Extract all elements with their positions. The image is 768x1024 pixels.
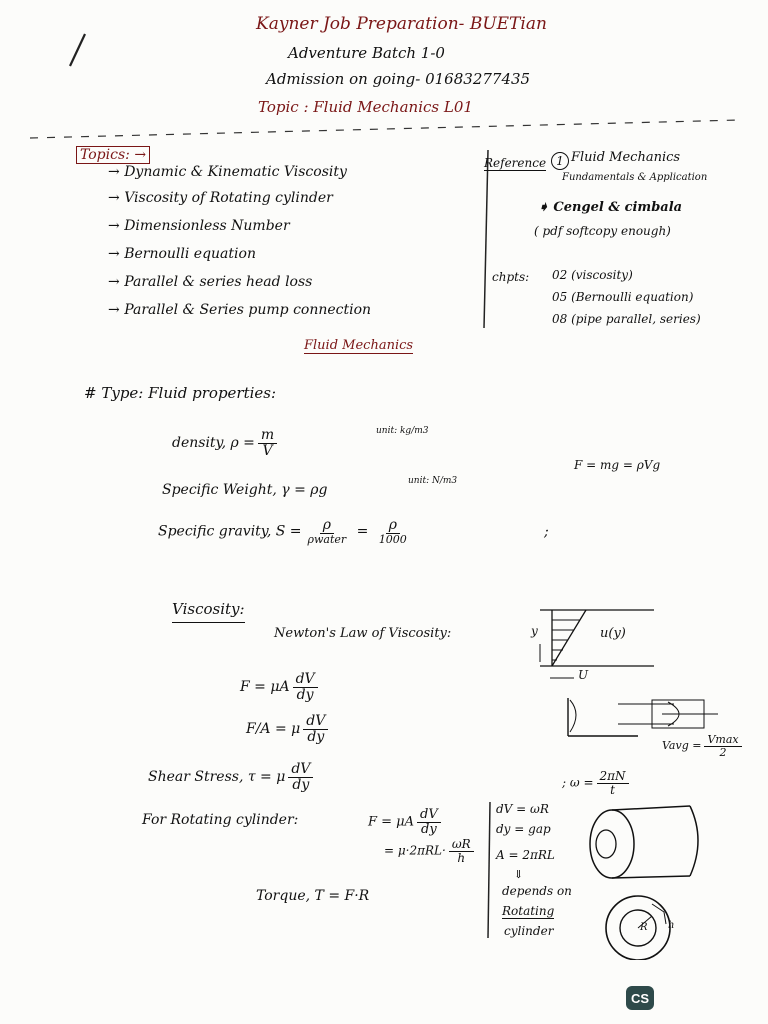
density-fraction xyxy=(258,428,277,458)
fraction-denominator: V xyxy=(262,442,273,459)
header-topic: Topic : Fluid Mechanics L01 xyxy=(258,98,473,116)
eq-fraction xyxy=(449,838,474,864)
dy-definition: dy = gap xyxy=(496,822,551,836)
specific-weight-unit: unit: N/m3 xyxy=(408,476,458,486)
fraction-numerator: Vmax xyxy=(704,734,741,747)
chapters-label: chpts: xyxy=(492,270,530,284)
profile-curve xyxy=(552,610,586,666)
eq-fraction xyxy=(597,770,629,796)
rotating-force-equation xyxy=(368,808,444,836)
profile-y-label: y xyxy=(531,624,538,638)
type-heading: # Type: Fluid properties: xyxy=(84,384,277,402)
eq-left: Vavg = xyxy=(662,739,702,753)
fraction-numerator: dV xyxy=(303,714,328,730)
eq-left: ; ω = xyxy=(562,775,594,790)
eq-fraction xyxy=(704,734,741,758)
down-arrow: ⇓ xyxy=(514,868,524,881)
list-item: → Parallel & Series pump connection xyxy=(108,302,372,318)
authors-text: Cengel & cimbala xyxy=(553,200,683,215)
radius-label: R xyxy=(640,922,648,933)
fraction-denominator: 2 xyxy=(719,745,727,759)
profile-U-label: U xyxy=(578,668,589,682)
half-profile xyxy=(570,700,576,732)
area-definition: A = 2πRL xyxy=(496,848,555,862)
topic-text: Viscosity of Rotating cylinder xyxy=(124,190,333,206)
topic-text: Dynamic & Kinematic Viscosity xyxy=(124,164,347,180)
topic-text: Parallel & Series pump connection xyxy=(124,302,372,318)
reference-divider xyxy=(480,148,500,338)
fraction-denominator: dy xyxy=(307,728,325,745)
fraction-numerator: dV xyxy=(417,808,441,823)
header-batch: Adventure Batch 1-0 xyxy=(288,44,445,62)
cylinder-top-edge xyxy=(612,806,690,810)
fraction-denominator: ρwater xyxy=(307,532,347,546)
viscosity-heading: Viscosity: xyxy=(172,600,245,623)
shear-stress-equation xyxy=(148,762,316,792)
list-item: → Bernoulli equation xyxy=(108,246,256,262)
section-heading: Fluid Mechanics xyxy=(304,338,414,353)
vavg-formula xyxy=(662,734,745,758)
omega-formula xyxy=(562,770,632,796)
rotating-cylinder-diagram xyxy=(586,800,726,960)
cylinder-inner xyxy=(596,830,616,858)
specific-gravity-formula: Specific gravity, S = $\frac{\rho}{\text{ρwater}}$ = $\frac{\rho}{1000}$ xyxy=(158,518,413,545)
reference-pdf-note: ( pdf softcopy enough) xyxy=(534,224,671,238)
fraction-numerator: m xyxy=(258,428,277,444)
fraction-numerator: dV xyxy=(288,762,313,778)
fraction-numerator: dV xyxy=(293,672,318,688)
force-equation xyxy=(240,672,321,702)
sg-fraction-2 xyxy=(376,518,410,545)
header-title: Kayner Job Preparation- BUETian xyxy=(256,14,547,34)
dv-definition: dV = ωR xyxy=(496,802,549,816)
fraction-numerator: ωR xyxy=(449,838,474,852)
list-item: → Viscosity of Rotating cylinder xyxy=(108,190,333,206)
rotating-cylinder-label: For Rotating cylinder: xyxy=(142,812,299,828)
chapter-item: 08 (pipe parallel, series) xyxy=(552,312,701,326)
depends-on-line1: depends on xyxy=(502,884,572,898)
list-item: → Parallel & series head loss xyxy=(108,274,313,290)
depends-on-line2: Rotating xyxy=(502,904,555,918)
specific-weight-formula: Specific Weight, γ = ρg xyxy=(162,482,328,498)
semicolon: ; xyxy=(544,524,549,540)
fraction-numerator: ρ xyxy=(386,518,400,534)
velocity-profile-diagram xyxy=(530,606,660,686)
fraction-denominator: t xyxy=(610,782,615,797)
density-label: density, ρ = xyxy=(172,435,255,452)
topics-label-text: Topics: xyxy=(80,147,130,163)
density-formula xyxy=(172,428,280,458)
reference-book-subtitle: Fundamentals & Application xyxy=(562,172,708,183)
eq-left: Shear Stress, τ = μ xyxy=(148,769,286,786)
depends-on-line3: cylinder xyxy=(504,924,554,938)
cylinder-bottom-edge xyxy=(612,876,690,878)
reference-number: 1 xyxy=(551,152,569,170)
density-unit: unit: kg/m3 xyxy=(376,426,429,436)
eq-fraction xyxy=(288,762,313,792)
eq-left: F = μA xyxy=(368,814,415,830)
list-item: → Dimensionless Number xyxy=(108,218,290,234)
fraction-denominator: dy xyxy=(296,686,314,703)
chapter-item: 05 (Bernoulli equation) xyxy=(552,290,694,304)
camscanner-badge: CS xyxy=(626,986,654,1010)
eq-fraction xyxy=(417,808,441,836)
reference-label: Reference xyxy=(484,156,547,170)
topic-text: Dimensionless Number xyxy=(124,218,290,234)
eq-fraction xyxy=(303,714,328,744)
rotating-divider xyxy=(484,800,498,940)
stress-equation xyxy=(246,714,331,744)
fraction-denominator: dy xyxy=(292,776,310,793)
list-item: → Dynamic & Kinematic Viscosity xyxy=(108,164,347,180)
eq-fraction xyxy=(293,672,318,702)
rotating-force-expanded xyxy=(384,838,477,864)
specific-gravity-label: Specific gravity, S = xyxy=(158,523,302,540)
eq-left: F/A = μ xyxy=(246,721,301,738)
cylinder-back xyxy=(690,806,698,876)
reference-authors: ➧ Cengel & cimbala xyxy=(538,200,683,215)
weight-formula: F = mg = ρVg xyxy=(574,458,661,472)
eq-left: F = μA xyxy=(240,679,290,696)
torque-equation: Torque, T = F·R xyxy=(256,888,370,904)
fraction-numerator: 2πN xyxy=(597,770,629,784)
topic-text: Bernoulli equation xyxy=(124,246,256,262)
chapter-item: 02 (viscosity) xyxy=(552,268,633,282)
fraction-denominator: h xyxy=(457,850,466,865)
newton-law-label: Newton's Law of Viscosity: xyxy=(274,626,452,641)
gap-label: h xyxy=(668,920,675,931)
sg-fraction-1 xyxy=(305,518,350,545)
eq-left: = μ·2πRL· xyxy=(384,843,446,858)
topic-text: Parallel & series head loss xyxy=(124,274,313,290)
fraction-denominator: dy xyxy=(421,821,437,837)
fraction-denominator: 1000 xyxy=(378,532,407,546)
fraction-numerator: ρ xyxy=(320,518,334,534)
reference-book: Fluid Mechanics xyxy=(571,150,681,165)
topics-label: Topics: → xyxy=(76,146,150,164)
profile-u-label: u(y) xyxy=(600,626,626,641)
header-admission: Admission on going- 01683277435 xyxy=(266,70,531,88)
